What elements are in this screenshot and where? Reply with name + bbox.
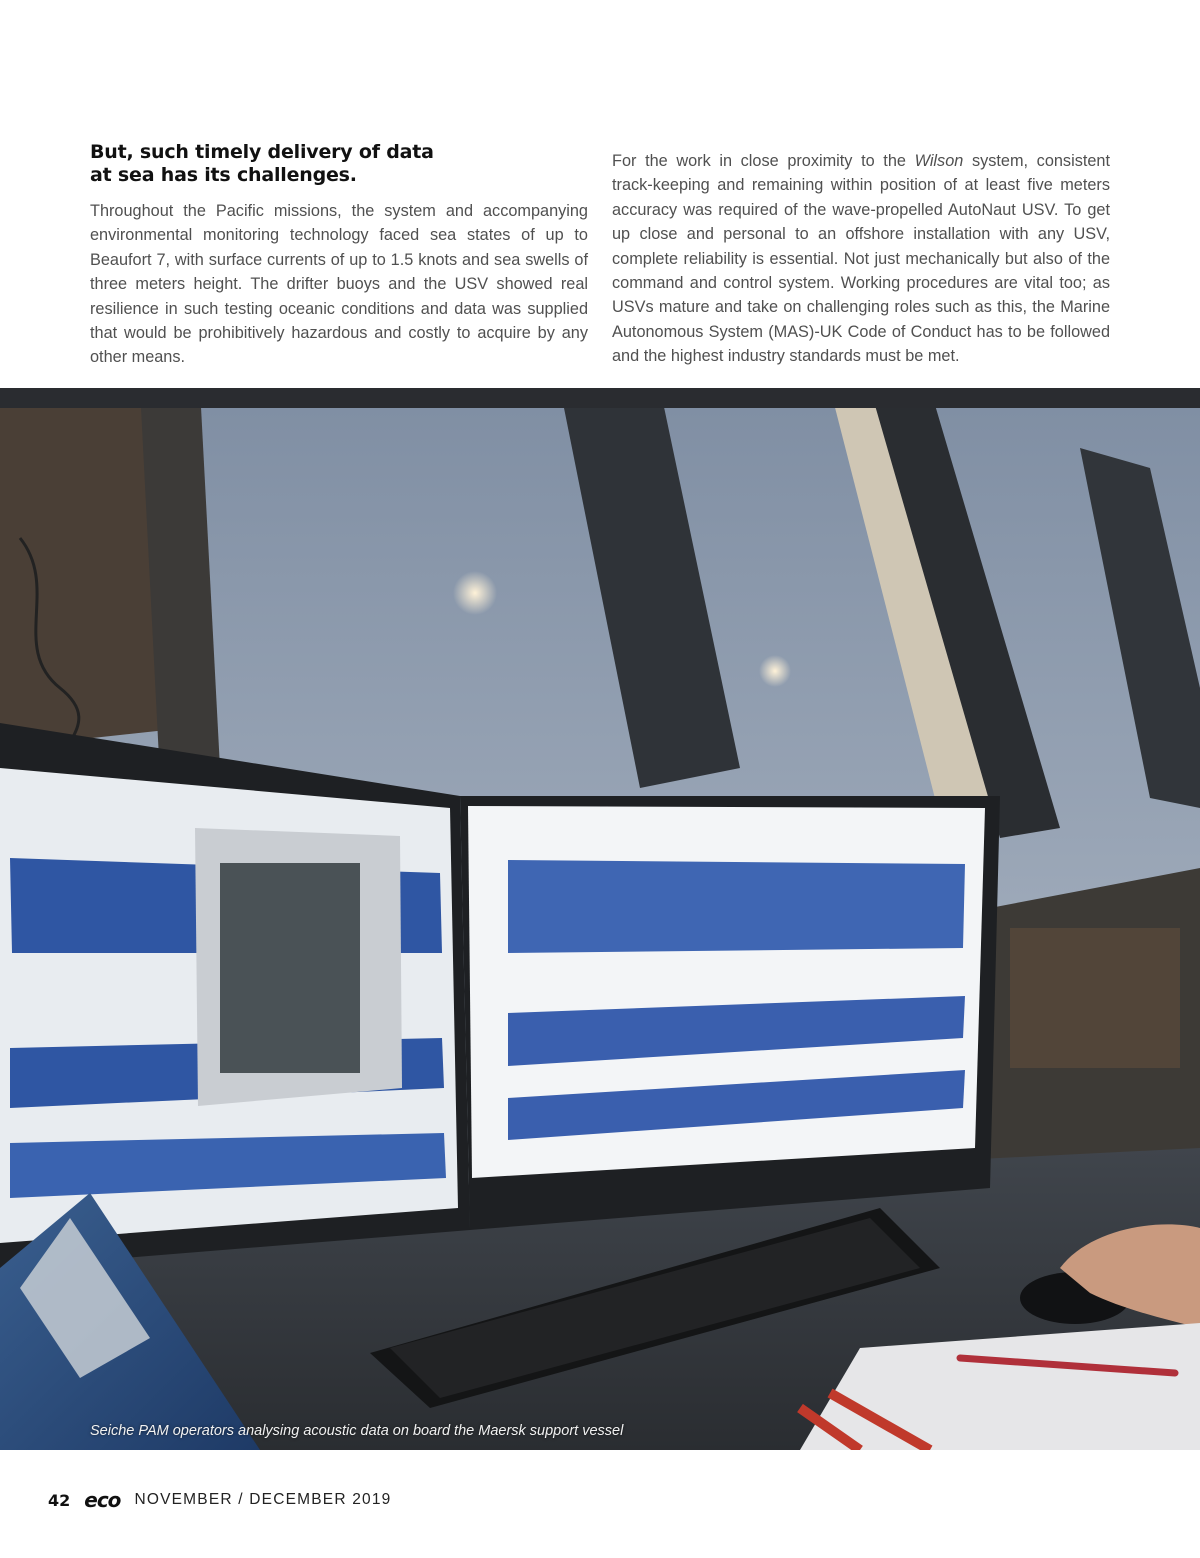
right-paragraph-end: system, consistent track-keeping and remaining within position of at least five meters accuracy was required of the wave-propelled AutoNaut USV. To get up close and personal to an offshore installation with any USV, complete reliability is essential. Not just mechanically but also of the command and control system. Working procedures are vital too; as USVs mature and take on challenging roles such as this, the Marine Autonomous System (MAS)-UK Code of Conduct has to be followed and the highest industry standards must be met. bbox=[612, 152, 1110, 366]
page-number: 42 bbox=[48, 1490, 71, 1510]
article-heading bbox=[90, 141, 510, 187]
lamp-reflection bbox=[759, 655, 791, 687]
photo-illustration bbox=[0, 388, 1200, 1450]
console-panel bbox=[1010, 928, 1180, 1068]
right-paragraph-start: For the work in close proximity to the bbox=[612, 152, 915, 170]
window-header bbox=[0, 388, 1200, 408]
page-footer bbox=[48, 1488, 392, 1512]
heading-line-1: But, such timely delivery of data bbox=[90, 141, 434, 163]
dialog-plot bbox=[220, 863, 360, 1073]
left-column-paragraph: Throughout the Pacific missions, the system and accompanying environmental monitoring technology faced sea states of up to Beaufort 7, with surface currents of up to 1.5 knots and sea swells of three meters height. The drifter buoys and the USV showed real resilience in such testing oceanic conditions and data was supplied that would be prohibitively hazardous and costly to acquire by any other means. bbox=[90, 202, 588, 367]
lamp-reflection bbox=[453, 571, 497, 615]
right-column-paragraph bbox=[612, 149, 1110, 369]
right-paragraph-italic: Wilson bbox=[914, 152, 964, 170]
ship-bridge-photo bbox=[0, 388, 1200, 1450]
magazine-logo: eco bbox=[84, 1488, 121, 1512]
photo-caption: Seiche PAM operators analysing acoustic data on board the Maersk support vessel bbox=[90, 1423, 624, 1439]
issue-date: NOVEMBER / DECEMBER 2019 bbox=[134, 1491, 392, 1508]
spectrogram bbox=[508, 860, 965, 953]
heading-line-2: at sea has its challenges. bbox=[90, 164, 357, 186]
